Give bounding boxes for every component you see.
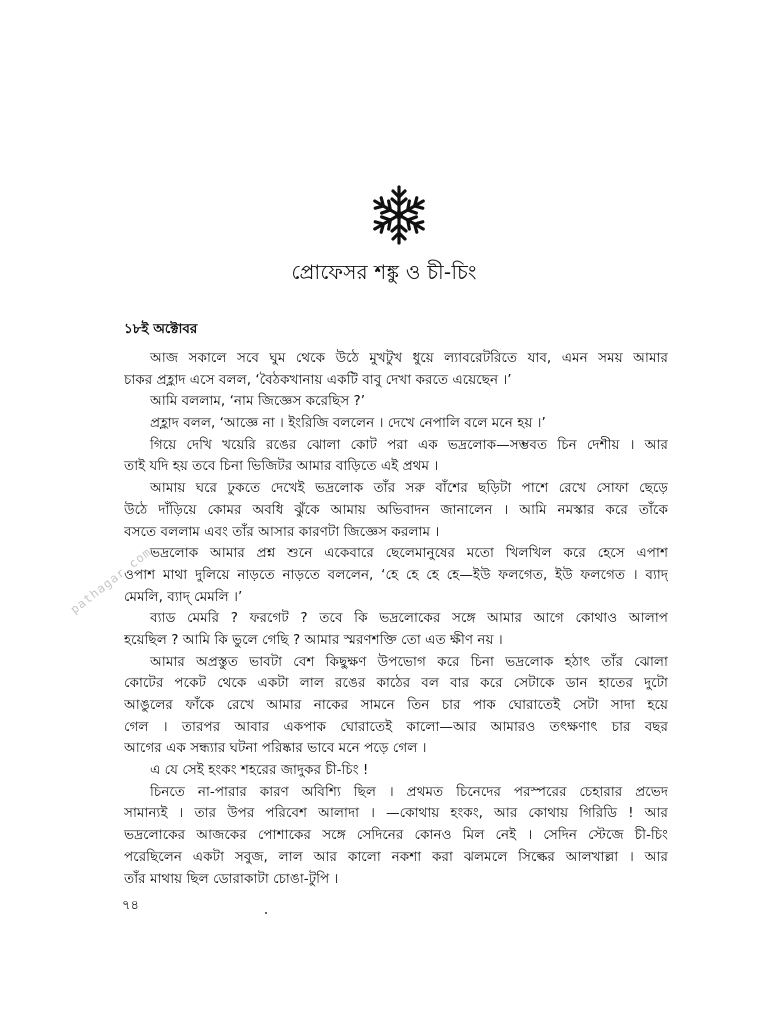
text-line: উঠে দাঁড়িয়ে কোমর অবধি ঝুঁকে আমায় অভিবাদন জানালেন । আমি নমস্কার করে তাঁকে	[124, 501, 668, 518]
chapter-title: প্রোফেসর শঙ্কু ও চী-চিং	[291, 260, 477, 284]
body-text	[124, 348, 668, 890]
text-line: আগের এক সন্ধ্যার ঘটনা পরিষ্কার ভাবে মনে পড়ে গেল ।	[124, 740, 427, 757]
page-number: ৭৪	[122, 898, 139, 913]
snowflake-icon	[367, 184, 431, 246]
text-line: গিয়ে দেখি খয়েরি রঙের ঝোলা কোট পরা এক ভদ্রলোক—সম্ভবত চিন দেশীয় । আর	[150, 436, 668, 453]
text-line: কোটের পকেট থেকে একটা লাল রঙের কাঠের বল বার করে সেটাকে ডান হাতের দুটো	[124, 675, 668, 692]
watermark: pathagar.com	[67, 544, 155, 617]
text-line: ভদ্রলোকের আজকের পোশাকের সঙ্গে সেদিনের কোনও মিল নেই । সেদিন স্টেজে চী-চিং	[124, 827, 668, 844]
text-line: প্রহ্লাদ বলল, ‘আজ্ঞে না । ইংরিজি বললেন । দেখে নেপালি বলে মনে হয় ।’	[150, 415, 546, 432]
text-line: এ যে সেই হংকং শহরের জাদুকর চী-চিং !	[150, 762, 369, 779]
text-line: আমায় ঘরে ঢুকতে দেখেই ভদ্রলোক তাঁর সরু বাঁশের ছড়িটা পাশে রেখে সোফা ছেড়ে	[150, 480, 668, 497]
text-line: ভদ্রলোক আমার প্রশ্ন শুনে একেবারে ছেলেমানুষের মতো খিলখিল করে হেসে এপাশ	[150, 545, 668, 562]
text-line: তাঁর মাথায় ছিল ডোরাকাটা চোঙা-টুপি ।	[124, 870, 339, 887]
text-line: পরেছিলেন একটা সবুজ, লাল আর কালো নকশা করা ঝলমলে সিল্কের আলখাল্লা । আর	[124, 848, 668, 865]
text-line: চিনতে না-পারার কারণ অবিশ্যি ছিল । প্রথমত চিনেদের পরস্পরের চেহারার প্রভেদ	[150, 783, 668, 800]
text-line: চাকর প্রহ্লাদ এসে বলল, ‘বৈঠকখানায় একটি বাবু দেখা করতে এয়েছেন ।’	[124, 371, 512, 388]
text-line: ব্যাড মেমরি ? ফরগেট ? তবে কি ভদ্রলোকের সঙ্গে আমার আগে কোথাও আলাপ	[150, 610, 668, 627]
text-line: তাই যদি হয় তবে চিনা ভিজিটর আমার বাড়িতে এই প্রথম ।	[124, 458, 439, 475]
text-line: আমার অপ্রস্তুত ভাবটা বেশ কিছুক্ষণ উপভোগ করে চিনা ভদ্রলোক হঠাৎ তাঁর ঝোলা	[150, 653, 668, 670]
text-line: ওপাশ মাথা দুলিয়ে নাড়তে নাড়তে বললেন, ‘হে হে হে হে—ইউ ফলগেত, ইউ ফলগেত । ব্যাদ্	[124, 566, 668, 583]
diary-entry-date: ১৮ই অক্টোবর	[124, 321, 198, 337]
text-line: আজ সকালে সবে ঘুম থেকে উঠে মুখটুখ ধুয়ে ল্যাবরেটরিতে যাব, এমন সময় আমার	[150, 350, 668, 366]
text-line: আঙুলের ফাঁকে রেখে আমার নাকের সামনে তিন চার পাক ঘোরাতেই সেটা সাদা হয়ে	[124, 697, 668, 713]
scan-speck	[265, 912, 267, 914]
text-line: আমি বললাম, ‘নাম জিজ্ঞেস করেছিস ?’	[150, 393, 366, 410]
text-line: বসতে বললাম এবং তাঁর আসার কারণটা জিজ্ঞেস করলাম ।	[124, 523, 440, 540]
text-line: গেল । তারপর আবার একপাক ঘোরাতেই কালো—আর আমারও তৎক্ষণাৎ চার বছর	[124, 718, 668, 735]
text-line: হয়েছিল ? আমি কি ভুলে গেছি ? আমার স্মরণশক্তি তো এত ক্ষীণ নয় ।	[124, 631, 503, 648]
text-line: মেমলি, ব্যাদ্ মেমলি ।’	[124, 588, 243, 605]
text-line: সামান্যই । তার উপর পরিবেশ আলাদা । —কোথায় হংকং, আর কোথায় গিরিডি ! আর	[124, 805, 668, 822]
